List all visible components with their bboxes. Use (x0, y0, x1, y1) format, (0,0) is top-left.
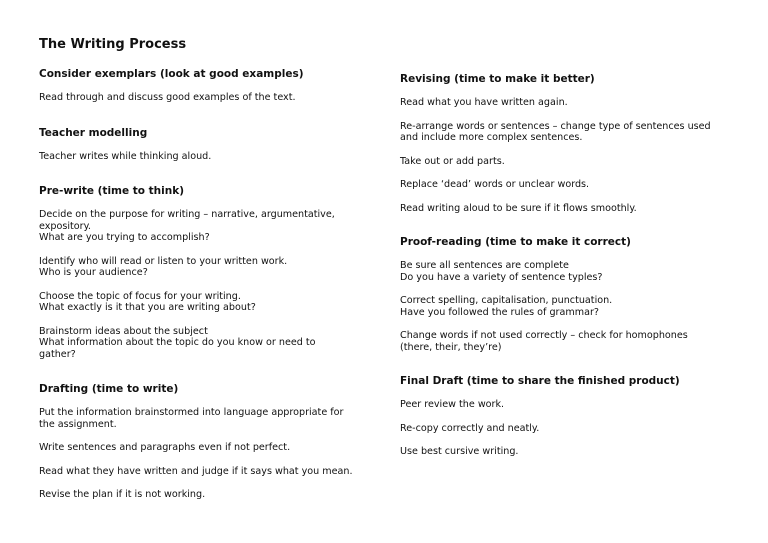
text-line: Take out or add parts. (400, 155, 505, 167)
paragraph (39, 92, 379, 104)
text-line: expository. (39, 220, 91, 232)
paragraph (400, 260, 740, 283)
text-line: Read through and discuss good examples of the text. (39, 92, 296, 103)
section-drafting (39, 383, 379, 501)
text-line: Replace ‘dead’ words or unclear words. (400, 179, 590, 190)
text-line: What information about the topic do you know or need to (39, 337, 316, 348)
section-heading: Drafting (time to write) (39, 383, 179, 395)
paragraph (400, 295, 740, 318)
text-line: Correct spelling, capitalisation, punctuation. (400, 295, 613, 306)
text-line: Teacher writes while thinking aloud. (39, 150, 212, 162)
paragraph (400, 156, 740, 168)
paragraph (39, 442, 379, 454)
text-line: What exactly is it that you are writing about? (39, 302, 256, 313)
text-line: Be sure all sentences are complete (400, 260, 569, 271)
paragraph (400, 179, 740, 191)
paragraph (400, 399, 740, 411)
section-heading: Consider exemplars (look at good examples) (39, 68, 304, 80)
section-heading: Teacher modelling (39, 126, 148, 139)
paragraph (39, 489, 379, 501)
section-pre-write (39, 185, 379, 360)
text-line: Read what you have written again. (400, 97, 568, 108)
paragraph (400, 121, 740, 144)
paragraph (39, 256, 379, 279)
section-final-draft (400, 375, 740, 458)
paragraph (39, 151, 379, 163)
section-heading: Proof-reading (time to make it correct) (400, 236, 631, 248)
text-line: Read what they have written and judge if it says what you mean. (39, 465, 353, 477)
text-line: Decide on the purpose for writing – narrative, argumentative, (39, 209, 335, 220)
text-line: gather? (39, 348, 76, 360)
text-line: Write sentences and paragraphs even if not perfect. (39, 442, 291, 453)
text-line: and include more complex sentences. (400, 132, 583, 143)
left-column (39, 68, 379, 524)
text-line: Brainstorm ideas about the subject (39, 325, 208, 337)
paragraph (39, 209, 379, 244)
section-consider-exemplars (39, 68, 379, 104)
text-line: What are you trying to accomplish? (39, 232, 210, 243)
paragraph (400, 446, 740, 458)
text-line: the assignment. (39, 418, 117, 430)
paragraph (400, 97, 740, 109)
right-column (400, 73, 740, 480)
section-proof-reading (400, 236, 740, 353)
text-line: Put the information brainstormed into language appropriate for (39, 407, 344, 418)
text-line: Peer review the work. (400, 399, 505, 410)
section-teacher-modelling (39, 127, 379, 163)
paragraph (39, 407, 379, 430)
paragraph (39, 291, 379, 314)
text-line: Use best cursive writing. (400, 446, 519, 457)
text-line: Change words if not used correctly – check for homophones (400, 330, 688, 341)
text-line: Do you have a variety of sentence typles? (400, 271, 603, 283)
section-heading: Pre-write (time to think) (39, 185, 185, 197)
text-line: Who is your audience? (39, 267, 148, 278)
text-line: Read writing aloud to be sure if it flows smoothly. (400, 202, 637, 214)
text-line: Identify who will read or listen to your written work. (39, 255, 288, 267)
text-line: Have you followed the rules of grammar? (400, 306, 599, 318)
paragraph (39, 326, 379, 361)
section-heading: Final Draft (time to share the finished product) (400, 375, 680, 387)
text-line: Revise the plan if it is not working. (39, 489, 206, 500)
text-line: (there, their, they’re) (400, 341, 502, 353)
page-title: The Writing Process (39, 37, 187, 52)
text-line: Choose the topic of focus for your writing. (39, 290, 241, 302)
paragraph (400, 423, 740, 435)
text-line: Re-copy correctly and neatly. (400, 422, 540, 434)
paragraph (39, 466, 379, 478)
text-line: Re-arrange words or sentences – change type of sentences used (400, 120, 711, 132)
section-revising (400, 73, 740, 214)
section-heading: Revising (time to make it better) (400, 73, 595, 85)
paragraph (400, 203, 740, 215)
paragraph (400, 330, 740, 353)
